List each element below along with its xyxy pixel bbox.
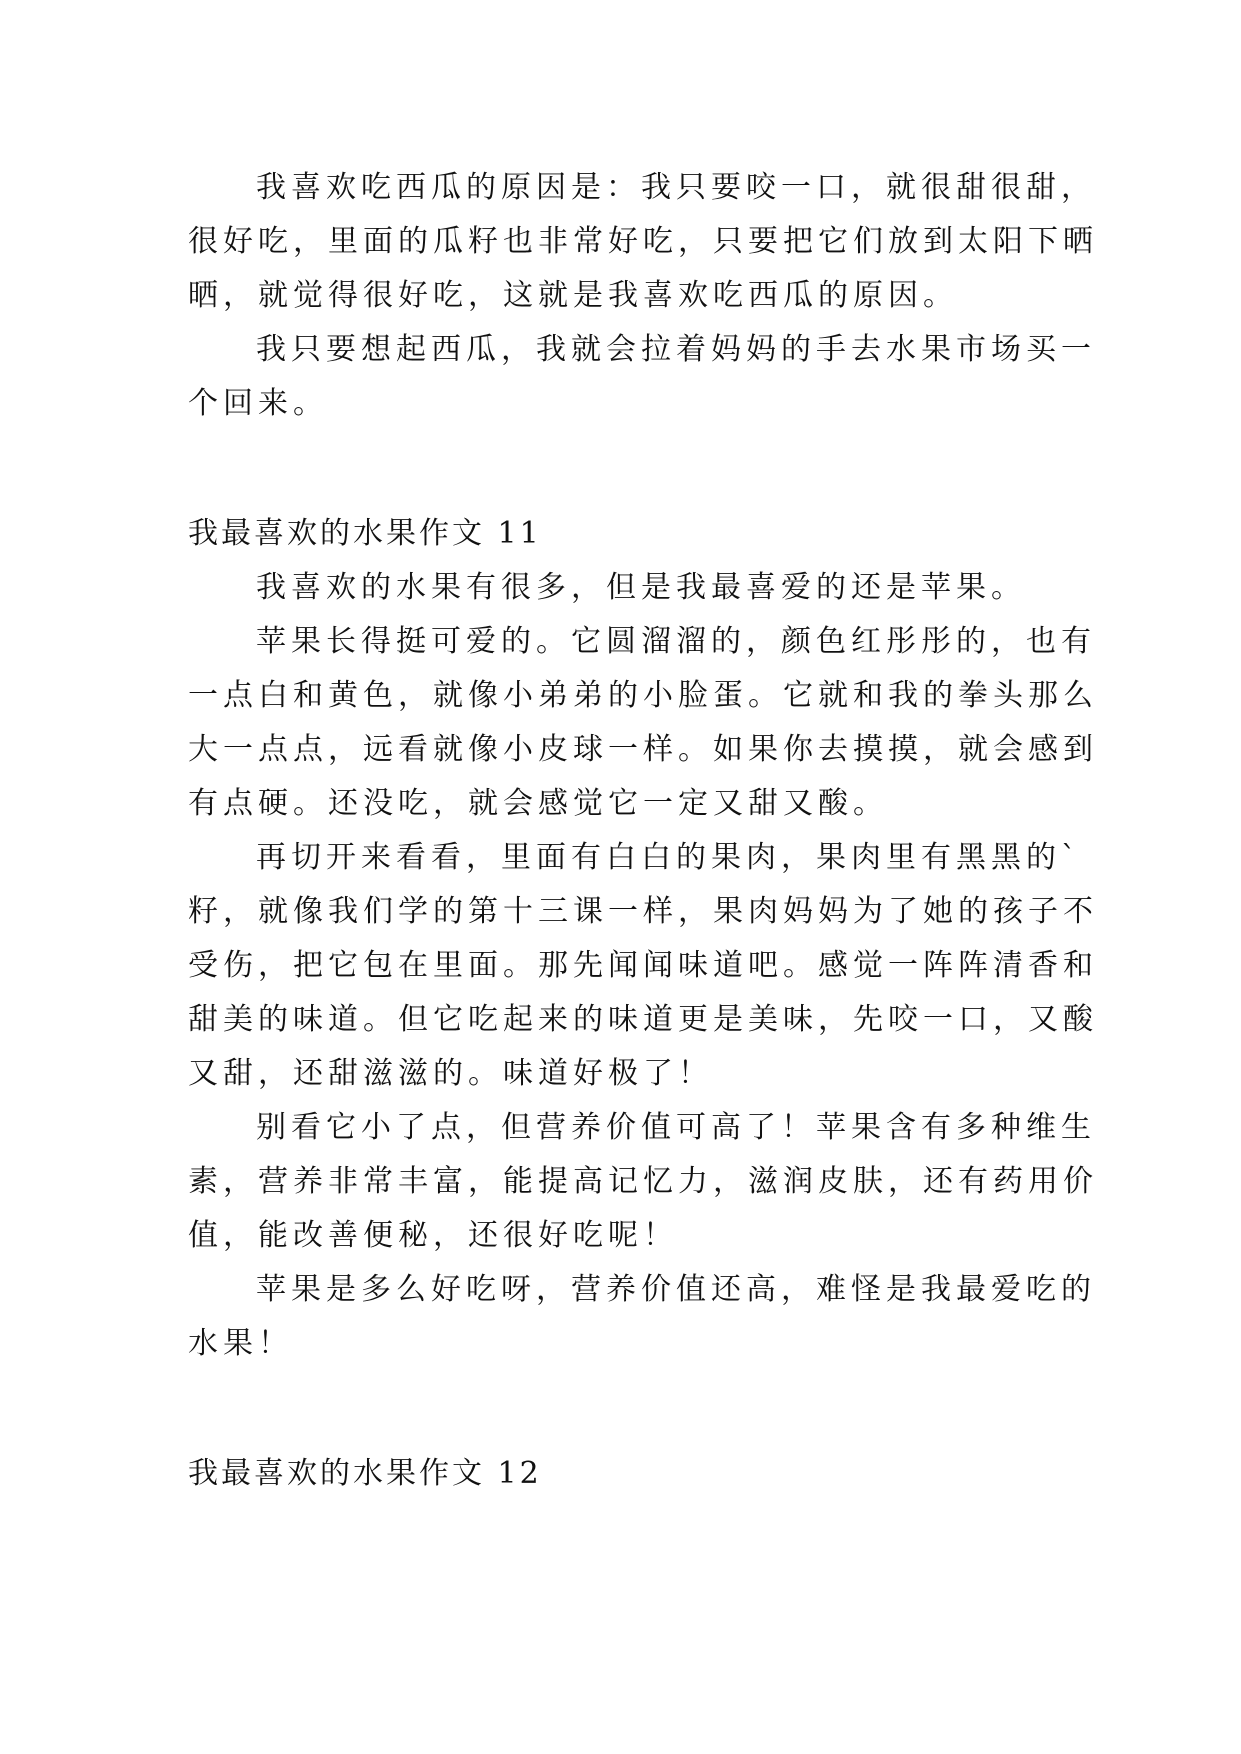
paragraph-line: 个回来。 <box>188 386 328 421</box>
paragraph-line: 我喜欢的水果有很多，但是我最喜爱的还是苹果。 <box>256 570 1026 605</box>
paragraph-line: 又甜，还甜滋滋的。味道好极了！ <box>188 1056 713 1091</box>
paragraph-line: 苹果是多么好吃呀，营养价值还高，难怪是我最爱吃的 <box>256 1272 1096 1307</box>
paragraph-line: 大一点点，远看就像小皮球一样。如果你去摸摸，就会感到 <box>188 732 1098 767</box>
paragraph-line: 我只要想起西瓜，我就会拉着妈妈的手去水果市场买一 <box>256 332 1096 367</box>
paragraph-line: 素，营养非常丰富，能提高记忆力，滋润皮肤，还有药用价 <box>188 1164 1098 1199</box>
paragraph-line: 晒，就觉得很好吃，这就是我喜欢吃西瓜的原因。 <box>188 278 958 313</box>
paragraph-line: 一点白和黄色，就像小弟弟的小脸蛋。它就和我的拳头那么 <box>188 678 1098 713</box>
paragraph-line: 我喜欢吃西瓜的原因是：我只要咬一口，就很甜很甜， <box>256 170 1096 205</box>
paragraph-line: 别看它小了点，但营养价值可高了！苹果含有多种维生 <box>256 1110 1096 1145</box>
paragraph-line: 有点硬。还没吃，就会感觉它一定又甜又酸。 <box>188 786 888 821</box>
paragraph-line: 值，能改善便秘，还很好吃呢！ <box>188 1218 678 1253</box>
paragraph-line: 受伤，把它包在里面。那先闻闻味道吧。感觉一阵阵清香和 <box>188 948 1098 983</box>
paragraph-line: 籽，就像我们学的第十三课一样，果肉妈妈为了她的孩子不 <box>188 894 1098 929</box>
paragraph-line: 很好吃，里面的瓜籽也非常好吃，只要把它们放到太阳下晒 <box>188 224 1098 259</box>
paragraph-line: 再切开来看看，里面有白白的果肉，果肉里有黑黑的` <box>256 840 1081 875</box>
paragraph-line: 甜美的味道。但它吃起来的味道更是美味，先咬一口，又酸 <box>188 1002 1098 1037</box>
section-heading: 我最喜欢的水果作文 11 <box>188 516 542 551</box>
section-heading: 我最喜欢的水果作文 12 <box>188 1456 542 1491</box>
paragraph-line: 水果！ <box>188 1326 293 1361</box>
paragraph-line: 苹果长得挺可爱的。它圆溜溜的，颜色红彤彤的，也有 <box>256 624 1096 659</box>
